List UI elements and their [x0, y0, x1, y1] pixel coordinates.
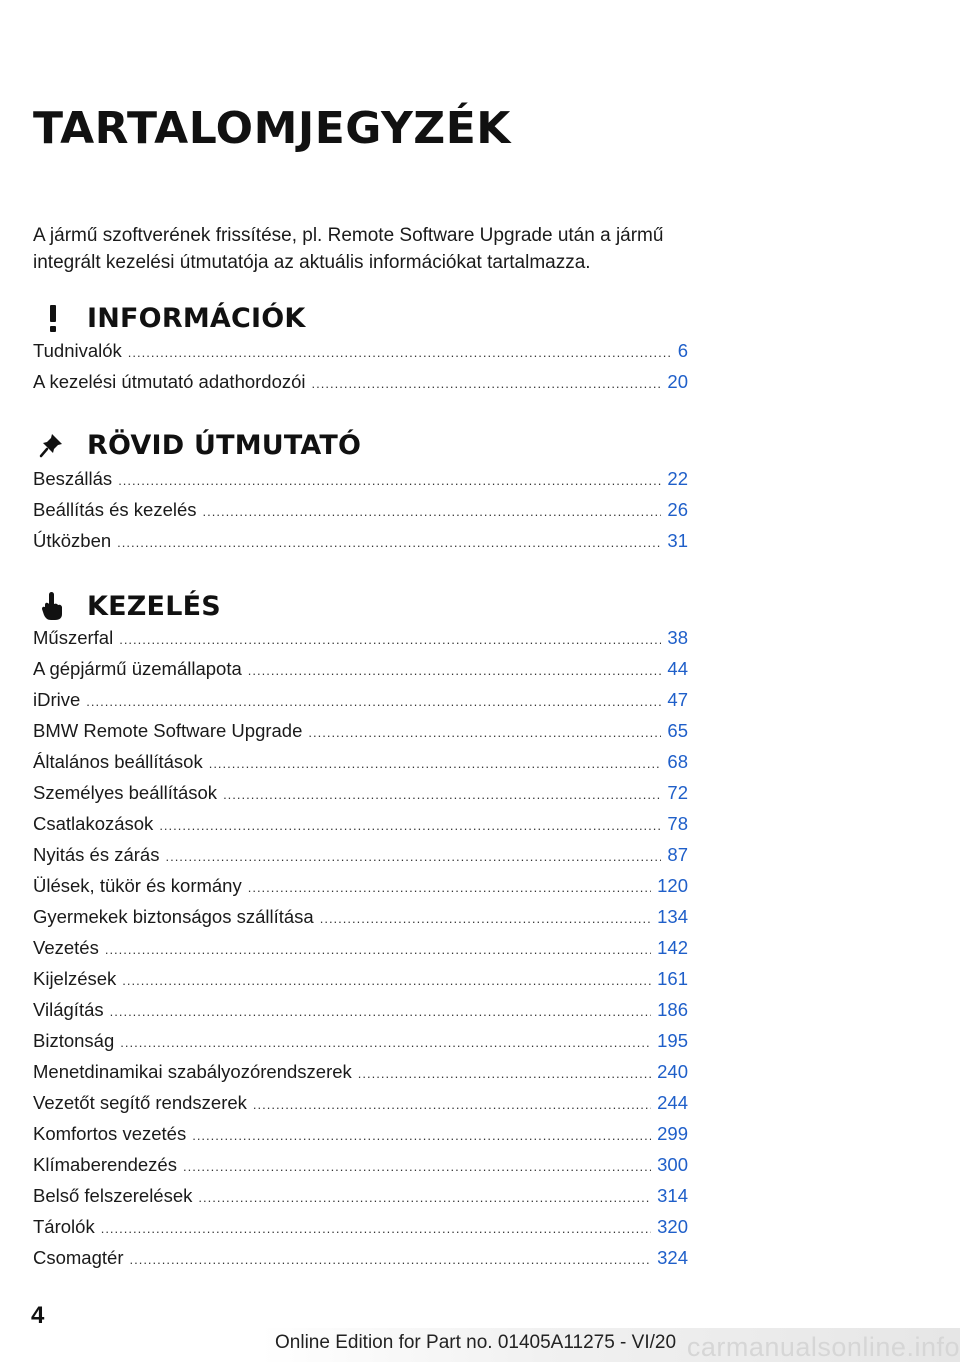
toc-entry[interactable]	[33, 1092, 688, 1123]
toc-entry-page[interactable]: 22	[667, 468, 688, 489]
toc-leader-dots	[122, 973, 651, 988]
toc-leader-dots	[253, 1097, 651, 1112]
pointing-hand-icon	[33, 589, 73, 623]
toc-entry-label: Nyitás és zárás	[33, 844, 160, 865]
toc-leader-dots	[118, 473, 661, 488]
section-header-kezeles	[33, 589, 221, 623]
toc-list-informaciok	[33, 340, 688, 402]
toc-entry-page[interactable]: 120	[657, 875, 688, 896]
toc-leader-dots	[129, 1252, 651, 1267]
toc-entry[interactable]	[33, 499, 688, 530]
toc-list-rovid-utmutato	[33, 468, 688, 561]
toc-entry-page[interactable]: 142	[657, 937, 688, 958]
toc-entry-page[interactable]: 26	[667, 499, 688, 520]
toc-entry-label: BMW Remote Software Upgrade	[33, 720, 303, 741]
toc-entry-label: Vezetés	[33, 937, 99, 958]
toc-leader-dots	[101, 1221, 651, 1236]
toc-entry-page[interactable]: 78	[667, 813, 688, 834]
toc-leader-dots	[119, 632, 661, 647]
toc-entry[interactable]	[33, 1123, 688, 1154]
exclamation-icon	[33, 301, 73, 335]
section-title: INFORMÁCIÓK	[87, 302, 306, 334]
toc-entry-page[interactable]: 244	[657, 1092, 688, 1113]
toc-entry[interactable]	[33, 468, 688, 499]
toc-entry[interactable]	[33, 689, 688, 720]
toc-entry[interactable]	[33, 1154, 688, 1185]
toc-entry-page[interactable]: 320	[657, 1216, 688, 1237]
toc-entry-page[interactable]: 134	[657, 906, 688, 927]
toc-leader-dots	[128, 345, 672, 360]
toc-leader-dots	[308, 725, 661, 740]
toc-entry-label: Személyes beállítások	[33, 782, 218, 803]
toc-entry-label: Biztonság	[33, 1030, 115, 1051]
toc-entry-label: Tudnivalók	[33, 340, 122, 361]
toc-entry-page[interactable]: 47	[667, 689, 688, 710]
toc-entry-label: Útközben	[33, 530, 112, 551]
toc-entry-page[interactable]: 161	[657, 968, 688, 989]
toc-leader-dots	[198, 1190, 651, 1205]
toc-entry-page[interactable]: 240	[657, 1061, 688, 1082]
toc-entry-label: Vezetőt segítő rendszerek	[33, 1092, 247, 1113]
toc-entry-page[interactable]: 65	[667, 720, 688, 741]
toc-leader-dots	[165, 849, 661, 864]
toc-entry-label: Ülések, tükör és kormány	[33, 875, 242, 896]
toc-entry-label: Csomagtér	[33, 1247, 124, 1268]
toc-entry[interactable]	[33, 844, 688, 875]
section-header-informaciok	[33, 301, 306, 335]
toc-entry-page[interactable]: 44	[667, 658, 688, 679]
toc-entry[interactable]	[33, 627, 688, 658]
toc-leader-dots	[248, 880, 651, 895]
toc-leader-dots	[223, 787, 661, 802]
section-title: KEZELÉS	[87, 590, 221, 622]
toc-entry-page[interactable]: 314	[657, 1185, 688, 1206]
toc-leader-dots	[209, 756, 662, 771]
toc-entry-label: Általános beállítások	[33, 751, 203, 772]
toc-entry[interactable]	[33, 1216, 688, 1247]
toc-entry[interactable]	[33, 658, 688, 689]
toc-leader-dots	[159, 818, 661, 833]
toc-leader-dots	[120, 1035, 651, 1050]
toc-entry-label: Műszerfal	[33, 627, 114, 648]
toc-entry[interactable]	[33, 1185, 688, 1216]
toc-entry[interactable]	[33, 371, 688, 402]
toc-entry-label: Menetdinamikai szabályozórendszerek	[33, 1061, 352, 1082]
intro-text: A jármű szoftverének frissítése, pl. Remote Software Upgrade után a jármű integrált kezelési útmutatója az aktuális információkat tartalmazza.	[33, 225, 664, 273]
toc-entry-page[interactable]: 68	[667, 751, 688, 772]
toc-entry-label: Komfortos vezetés	[33, 1123, 187, 1144]
toc-entry-label: Tárolók	[33, 1216, 95, 1237]
toc-leader-dots	[105, 942, 651, 957]
toc-entry[interactable]	[33, 782, 688, 813]
toc-entry[interactable]	[33, 1061, 688, 1092]
toc-entry[interactable]	[33, 999, 688, 1030]
toc-entry-label: Beszállás	[33, 468, 113, 489]
toc-entry[interactable]	[33, 720, 688, 751]
page-title: TARTALOMJEGYZÉK	[33, 103, 511, 154]
toc-entry[interactable]	[33, 813, 688, 844]
toc-entry-label: Gyermekek biztonságos szállítása	[33, 906, 314, 927]
toc-entry-page[interactable]: 195	[657, 1030, 688, 1051]
toc-entry-page[interactable]: 6	[677, 340, 688, 361]
toc-leader-dots	[117, 535, 661, 550]
section-title: RÖVID ÚTMUTATÓ	[87, 429, 362, 461]
toc-leader-dots	[192, 1128, 651, 1143]
toc-entry-label: Világítás	[33, 999, 104, 1020]
toc-entry[interactable]	[33, 906, 688, 937]
toc-entry-label: A kezelési útmutató adathordozói	[33, 371, 306, 392]
watermark-text: carmanualsonline.info	[686, 1332, 960, 1362]
toc-leader-dots	[110, 1004, 652, 1019]
section-header-rovid-utmutato	[33, 428, 361, 462]
toc-leader-dots	[312, 376, 662, 391]
toc-entry-label: Beállítás és kezelés	[33, 499, 197, 520]
toc-entry[interactable]	[33, 751, 688, 782]
toc-entry-label: Belső felszerelések	[33, 1185, 193, 1206]
toc-entry[interactable]	[33, 1247, 688, 1278]
toc-entry-label: iDrive	[33, 689, 81, 710]
toc-entry-page[interactable]: 300	[657, 1154, 688, 1175]
toc-entry[interactable]	[33, 340, 688, 371]
toc-entry-label: Kijelzések	[33, 968, 117, 989]
toc-entry-page[interactable]: 186	[657, 999, 688, 1020]
toc-leader-dots	[320, 911, 651, 926]
toc-entry[interactable]	[33, 1030, 688, 1061]
toc-leader-dots	[203, 504, 662, 519]
toc-entry-page[interactable]: 87	[667, 844, 688, 865]
page-number: 4	[31, 1302, 45, 1329]
toc-leader-dots	[248, 663, 662, 678]
toc-list-kezeles	[33, 627, 688, 1278]
toc-leader-dots	[86, 694, 661, 709]
toc-entry-label: Csatlakozások	[33, 813, 154, 834]
toc-entry-page[interactable]: 324	[657, 1247, 688, 1268]
toc-leader-dots	[358, 1066, 651, 1081]
pin-icon	[33, 428, 73, 462]
toc-entry-page[interactable]: 31	[667, 530, 688, 551]
footer-edition-text: Online Edition for Part no. 01405A11275 - VI/20	[275, 1332, 677, 1353]
toc-entry[interactable]	[33, 875, 688, 906]
toc-entry[interactable]	[33, 968, 688, 999]
toc-entry-label: Klímaberendezés	[33, 1154, 177, 1175]
toc-entry[interactable]	[33, 530, 688, 561]
toc-entry-label: A gépjármű üzemállapota	[33, 658, 242, 679]
toc-entry-page[interactable]: 72	[667, 782, 688, 803]
toc-leader-dots	[183, 1159, 651, 1174]
toc-entry-page[interactable]: 20	[667, 371, 688, 392]
toc-entry[interactable]	[33, 937, 688, 968]
toc-entry-page[interactable]: 38	[667, 627, 688, 648]
toc-entry-page[interactable]: 299	[657, 1123, 688, 1144]
